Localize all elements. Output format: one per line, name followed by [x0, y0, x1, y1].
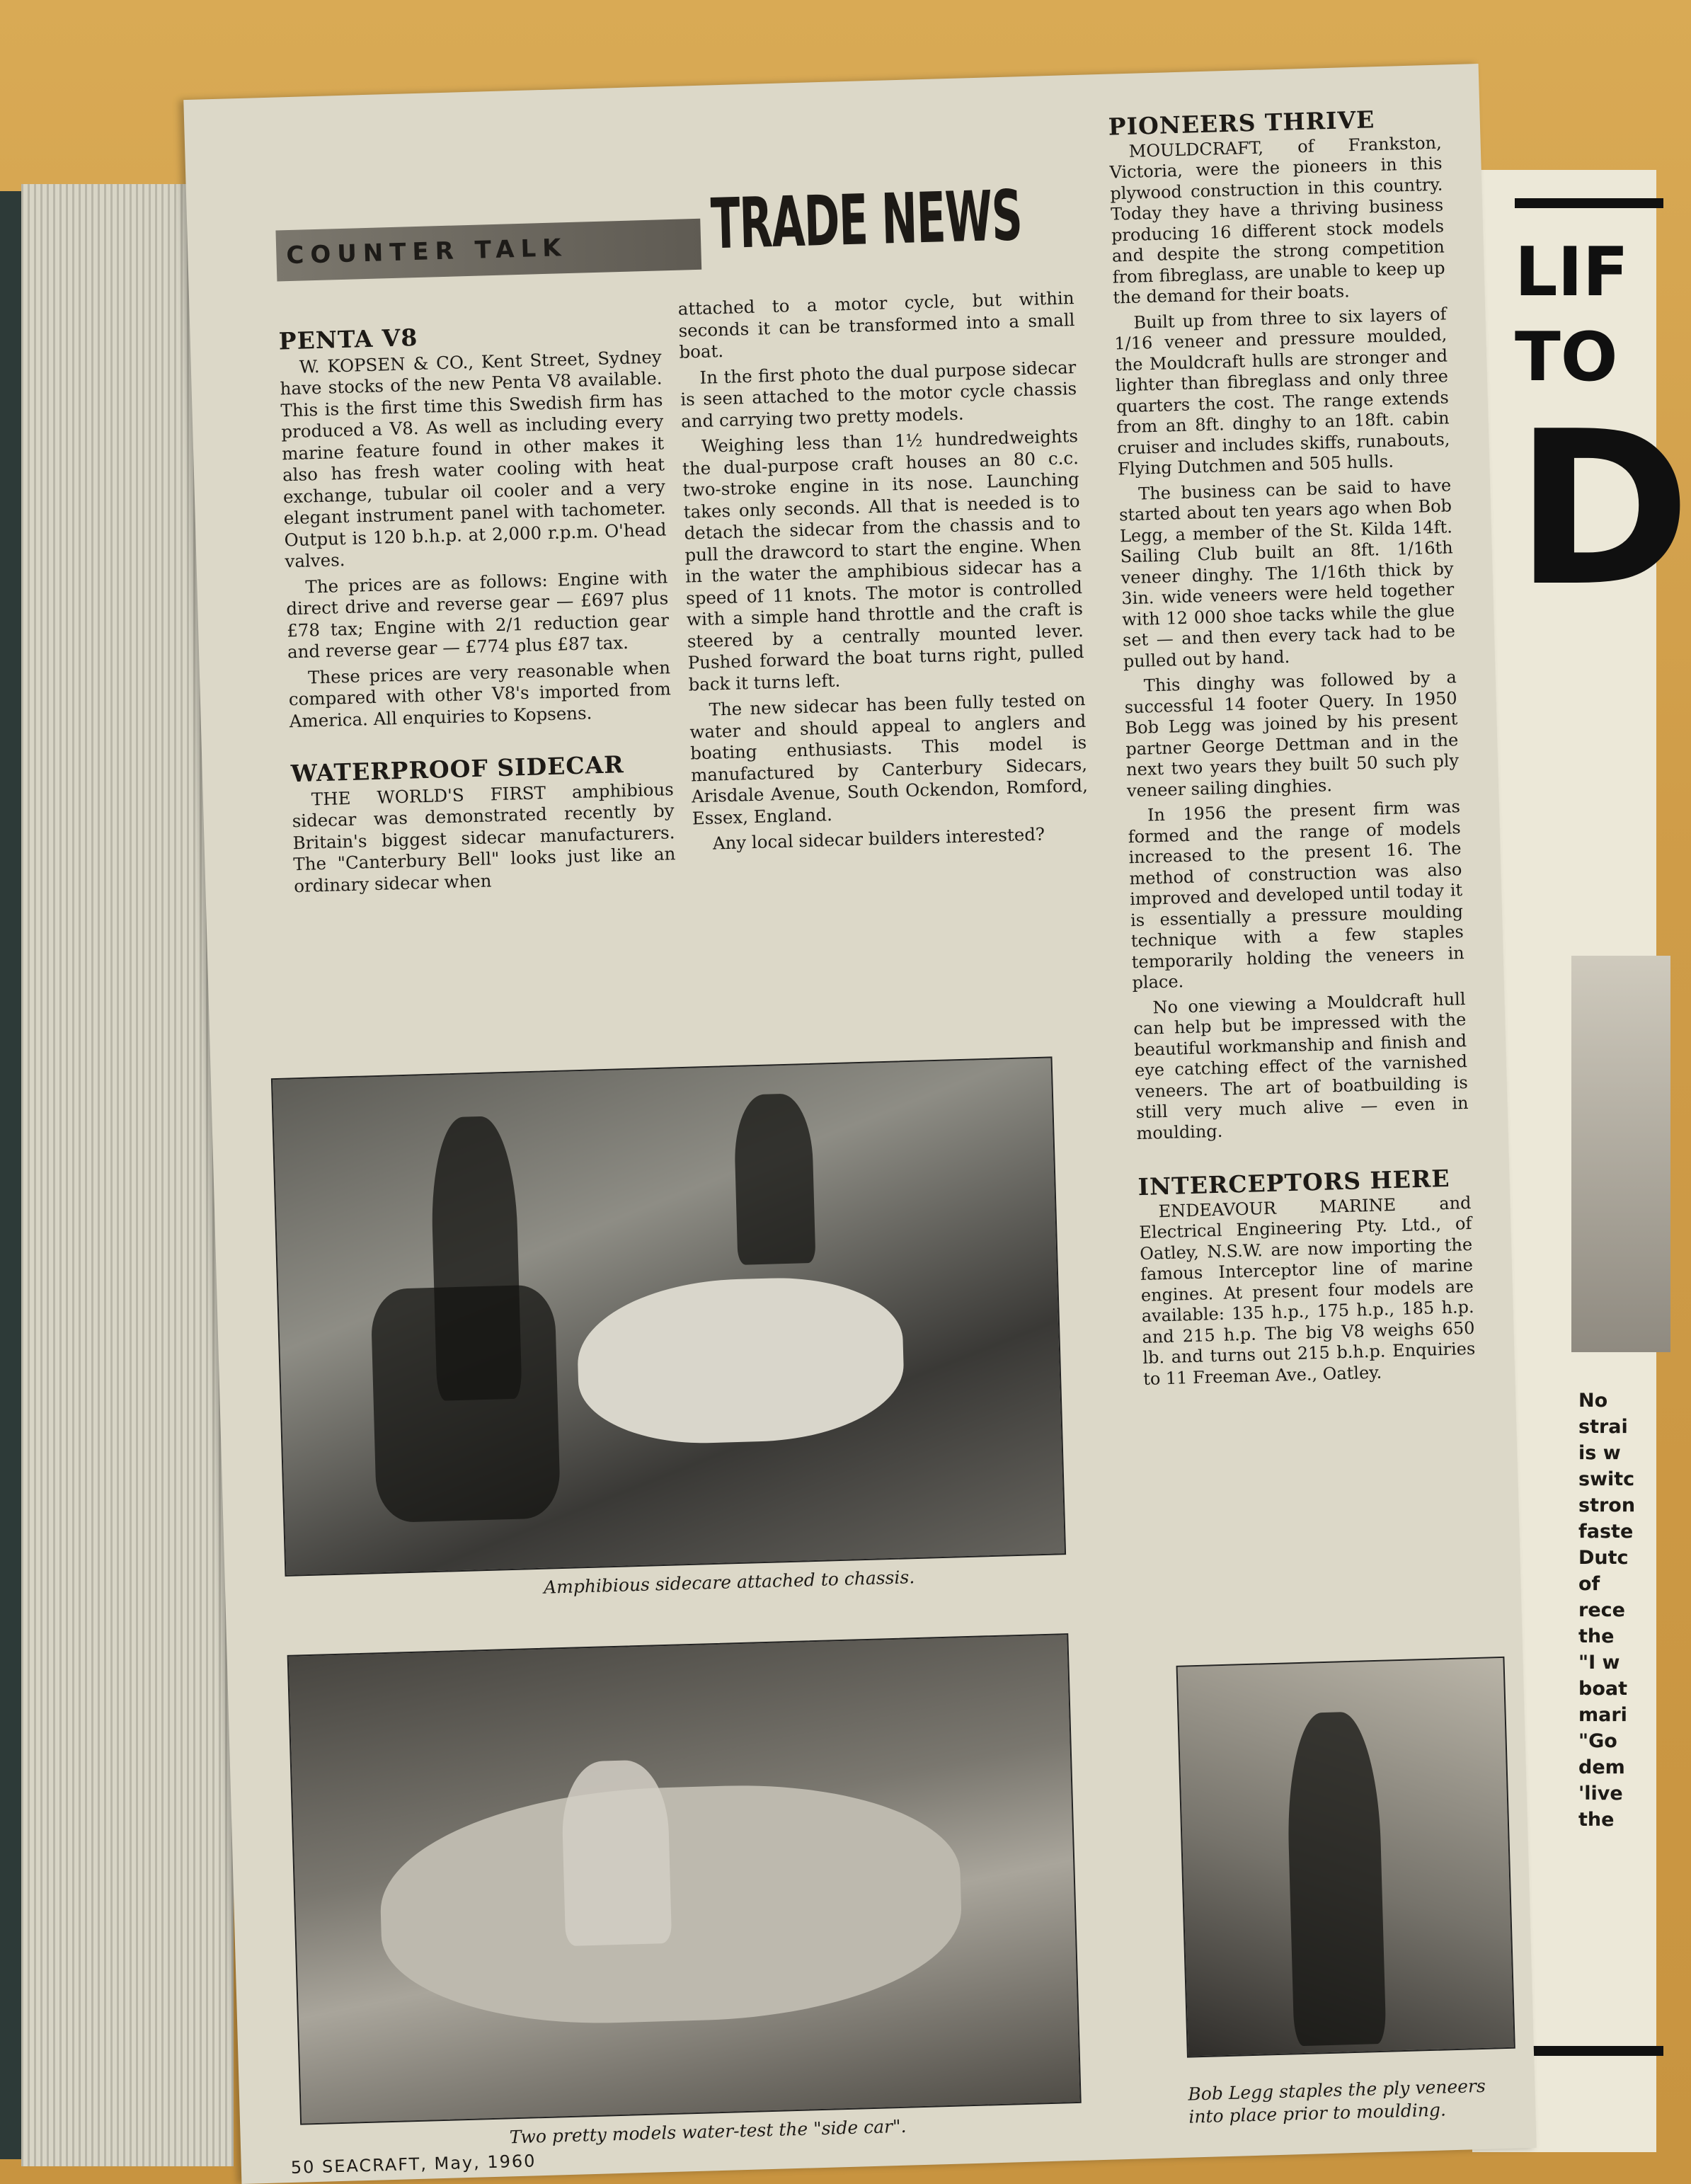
facing-page-rule-bottom	[1515, 2046, 1663, 2056]
facing-page-heading-3: D	[1515, 386, 1691, 633]
trade-news-title: TRADE NEWS	[709, 176, 1023, 265]
sidecar-shape	[575, 1274, 905, 1446]
pioneers-paragraph: In 1956 the present firm was formed and the range of models increased to the present 16. The method of construction was also improved and developed until today it is essentially a pressure moulding technique with a few staples temporarily holding the veneers in place.	[1128, 796, 1464, 993]
sidecar-paragraph: Any local sidecar builders interested?	[712, 823, 1045, 854]
column-1	[278, 320, 676, 901]
pioneers-paragraph: The business can be said to have started about ten years ago when Bob Legg, a member of the St. Kilda 14ft. Sailing Club built an 8ft. 1/16th veneer dinghy. The 1/16th thick by 3in. wide veneers were held together with 12 000 shoe tacks while the glue set — and then every tack had to be pulled out by hand.	[1118, 474, 1456, 671]
pioneers-paragraph: Built up from three to six layers of 1/16 veneer and pressure moulded, the Mouldcraft hulls are stronger and lighter than fibreglass and only three quarters the cost. The range extends from an 8ft. dinghy to an 18ft. cabin cruiser and includes skiffs, runabouts, Flying Dutchmen and 505 hulls.	[1113, 303, 1450, 479]
facing-page-heading-2: TO	[1515, 319, 1618, 396]
column-3	[1108, 105, 1476, 1394]
facing-page-photo	[1571, 956, 1670, 1352]
sidecar-paragraph: In the first photo the dual purpose sidecar is seen attached to the motor cycle chassis and carrying two pretty models.	[680, 356, 1077, 432]
sidecar-chassis-photo	[271, 1056, 1066, 1577]
penta-headline: PENTA V8	[278, 324, 418, 355]
pioneers-paragraph: MOULDCRAFT, of Frankston, Victoria, were the pioneers in this plywood construction in this country. Today they have a thriving business producing 16 different stock models and despite the strong competition from fibreglass, are unable to keep up the demand for their boats.	[1109, 132, 1445, 308]
pioneers-paragraph: This dinghy was followed by a successful 14 footer Query. In 1950 Bob Legg was joined by his present partner George Dettman and in the next two years they built 50 such ply veneer sailing dinghies.	[1124, 667, 1460, 801]
photo3-caption: Bob Legg staples the ply veneers into place prior to moulding.	[1188, 2075, 1486, 2127]
pioneers-headline: PIONEERS THRIVE	[1108, 105, 1375, 141]
pioneers-paragraph: No one viewing a Mouldcraft hull can help but be impressed with the beautiful workmanship and finish and eye catching effect of the varnished veneers. The art of boatbuilding is still very much alive — even in moulding.	[1133, 988, 1469, 1143]
penta-paragraph: W. KOPSEN & CO., Kent Street, Sydney have stocks of the new Penta V8 available. This is the first time this Swedish firm has produced a V8. As well as including every marine feature found in other makes it also has fresh water cooling with heat exchange, tubular oil cooler and a very elegant instrument panel with tachometer. Output is 120 b.h.p. at 2,000 r.p.m. O'head valves.	[280, 345, 667, 572]
sidecar-paragraph: attached to a motor cycle, but within seconds it can be transformed into a small boat.	[677, 287, 1075, 362]
interceptors-headline: INTERCEPTORS HERE	[1137, 1164, 1450, 1201]
motorcycle-shape	[370, 1284, 561, 1523]
counter-talk-banner: COUNTER TALK	[275, 219, 701, 282]
interceptors-paragraph: ENDEAVOUR MARINE and Electrical Engineering Pty. Ltd., of Oatley, N.S.W. are now importing the famous Interceptor line of marine engines. At present four models are available: 135 h.p., 175 h.p., 185 h.p. and 215 h.p. The big V8 weighs 650 lb. and turns out 215 b.h.p. Enquiries to 11 Freeman Ave., Oatley.	[1139, 1192, 1476, 1389]
sidecar-paragraph: The new sidecar has been fully tested on water and should appeal to anglers and boating enthusiasts. This model is manufactured by Canterbury Sidecars, Arisdale Avenue, South Ockendon, Romford, Essex, England.	[689, 688, 1089, 828]
penta-paragraph: The prices are as follows: Engine with direct drive and reverse gear — £697 plus £78 tax; Engine with 2/1 reduction gear and reverse gear — £774 plus £87 tax.	[285, 566, 670, 663]
magazine-page	[183, 64, 1537, 2184]
sidecar-paragraph: Weighing less than 1½ hundredweights the dual-purpose craft houses an 80 c.c. two-stroke engine in its nose. Launching takes only seconds. All that is needed is to detach the sidecar from the chassis and to pull the drawcord to start the engine. When in the water the amphibious sidecar has a speed of 11 knots. The motor is controlled with a simple hand throttle and the craft is steered by a centrally mounted lever. Pushed forward the boat turns right, pulled back it turns left.	[682, 425, 1084, 695]
facing-page-text: No strai is w switc stron faste Dutc of rece the "I w boat mari "Go dem 'live the	[1578, 1390, 1636, 1831]
photo2-caption: Two pretty models water-test the "side car".	[509, 2115, 907, 2148]
column-2	[677, 287, 1089, 859]
facing-page-rule	[1515, 198, 1663, 208]
facing-page-heading-1: LIF	[1515, 234, 1629, 311]
water-test-photo	[287, 1633, 1082, 2125]
worker-figure	[1285, 1711, 1386, 2046]
penta-paragraph: These prices are very reasonable when compared with other V8's imported from America. All enquiries to Kopsens.	[288, 656, 672, 731]
bob-legg-photo	[1176, 1657, 1515, 2058]
model-figure	[561, 1759, 672, 1946]
photo1-caption: Amphibious sidecare attached to chassis.	[543, 1567, 915, 1598]
sidecar-headline: WATERPROOF SIDECAR	[290, 750, 625, 788]
sidecar-paragraph: THE WORLD'S FIRST amphibious sidecar was demonstrated recently by Britain's biggest sidecar manufacturers. The "Canterbury Bell" looks just like an ordinary sidecar when	[292, 778, 676, 896]
model-figure	[733, 1093, 816, 1265]
page-footer: 50 SEACRAFT, May, 1960	[290, 2151, 537, 2178]
